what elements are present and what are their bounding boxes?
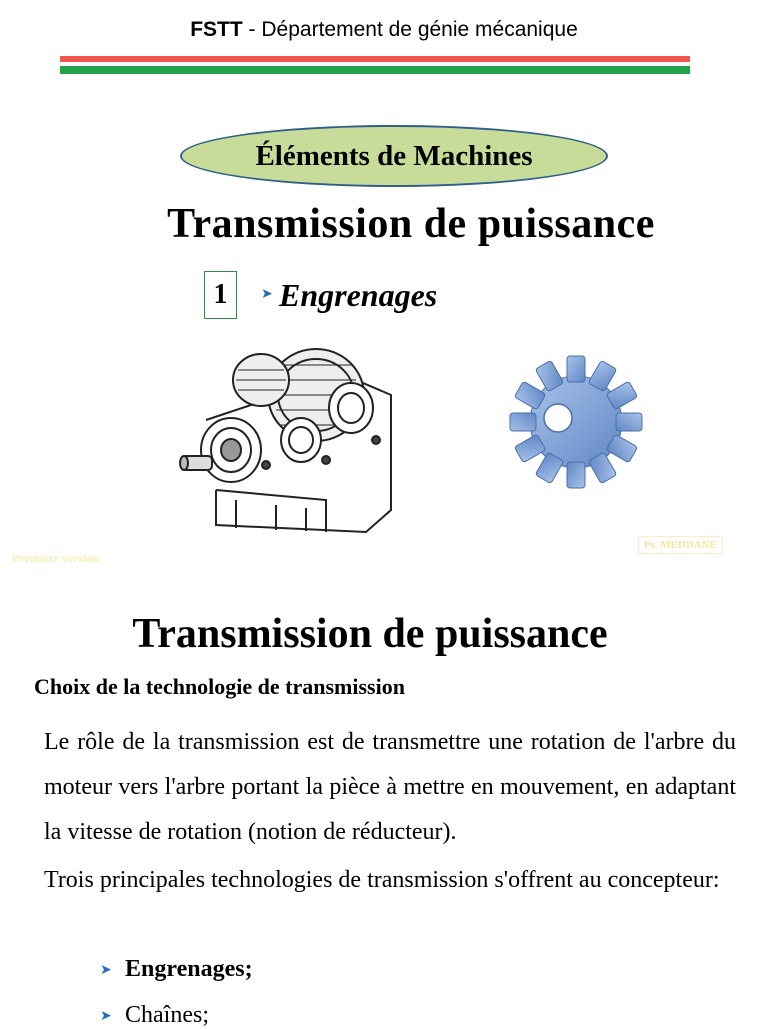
footer-author-note: Pr. MEDDANE [638, 536, 723, 554]
course-title-oval [180, 125, 608, 187]
arrow-bullet-icon: ➤ [261, 286, 273, 302]
paragraph-transmission-role: Le rôle de la transmission est de transmettre une rotation de l'arbre du moteur vers l'arbre portant la pièce à mettre en mouvement, en adaptant la vitesse de rotation (notion de réducteur). [44, 729, 736, 845]
course-title: Éléments de Machines [255, 139, 533, 172]
helical-gear-illustration [506, 350, 646, 495]
gearbox-illustration [176, 340, 396, 538]
footer-version-note: Première version [12, 551, 100, 565]
list-item-chaines: Chaînes; [125, 1002, 209, 1028]
paragraph-technologies: Trois principales technologies de transmission s'offrent au concepteur: [44, 867, 720, 893]
arrow-bullet-icon: ➤ [100, 962, 112, 978]
header-separator: - [242, 18, 262, 41]
slide2-title: Transmission de puissance [132, 611, 608, 657]
slide2-subtitle: Choix de la technologie de transmission [34, 674, 405, 699]
org-name: FSTT [190, 18, 243, 41]
section-number: 1 [213, 279, 228, 310]
list-item-engrenages: Engrenages; [125, 956, 253, 982]
arrow-bullet-icon: ➤ [100, 1008, 112, 1024]
department-name: Département de génie mécanique [261, 18, 578, 41]
slide1-title: Transmission de puissance [167, 201, 655, 247]
section-number-box [204, 271, 237, 319]
page-header [0, 18, 768, 42]
section-label: Engrenages [279, 277, 438, 313]
header-green-stripe [60, 66, 690, 74]
